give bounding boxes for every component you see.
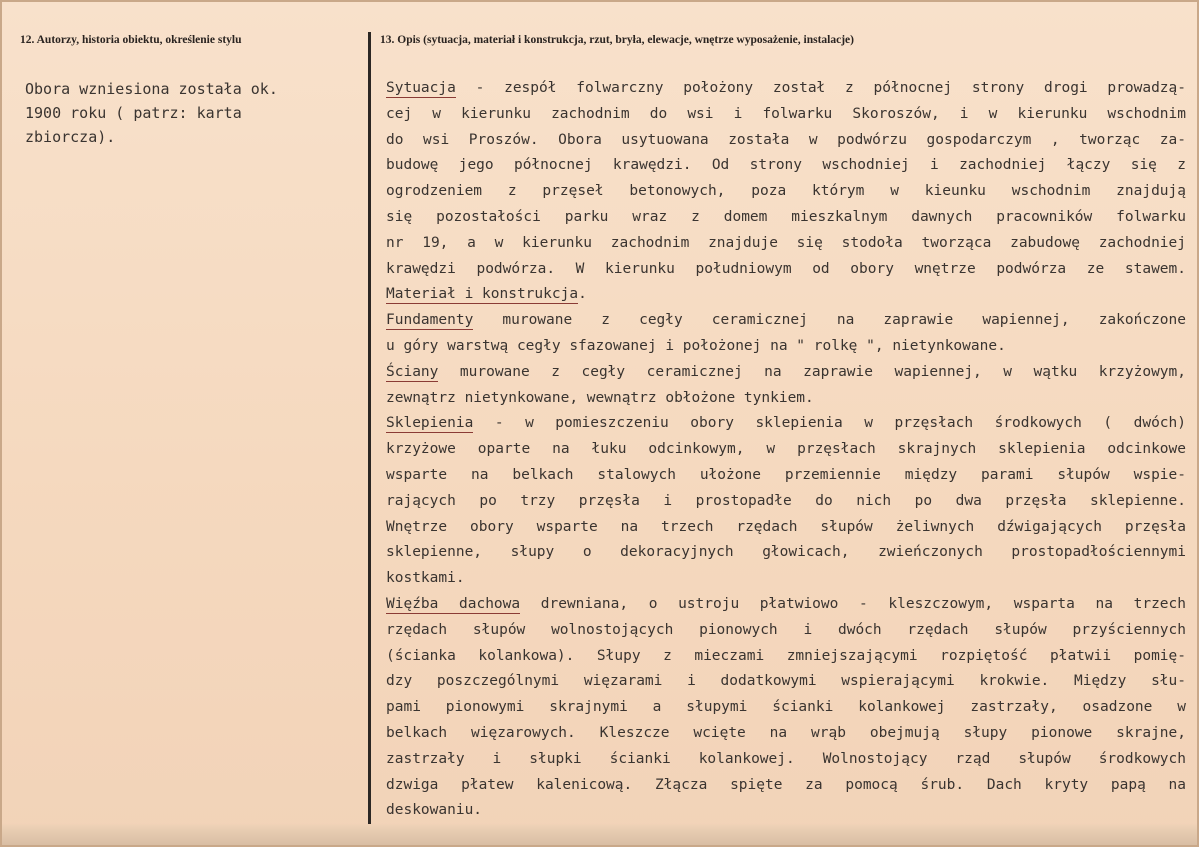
text-run: murowane z cegły ceramicznej na zaprawie wapiennej, zakończone [502,312,1186,329]
text-line: się pozostałości parku wraz z domem mieszkalnym dawnych pracowników folwarku [386,208,1186,225]
text-line [386,592,1186,618]
text-line: krawędzi podwórza. W kierunku południowym od obory wnętrze podwórza ze stawem. [386,260,1186,277]
text-line: do wsi Proszów. Obora usytuowana została w podwórzu gospodarczym , tworząc za- [386,131,1186,148]
text-line: zastrzały i słupki ścianki kolankowej. Wolnostojący rząd słupów środkowych [386,750,1186,767]
text-line: Wnętrze obory wsparte na trzech rzędach słupów żeliwnych dźwigających przęsła [386,518,1186,535]
text-line: cej w kierunku zachodnim do wsi i folwarku Skoroszów, i w kierunku wschodnim [386,105,1186,122]
text-line: pami pionowymi skrajnymi a słupymi ścianki kolankowej zastrzały, osadzone w [386,699,1186,716]
text-line: zewnątrz nietynkowane, wewnątrz obłożone tynkiem. [386,389,814,406]
section-heading-sklepienia: Sklepienia [386,415,474,432]
field-12-content [25,77,278,149]
text-line: 1900 roku ( patrz: karta [25,104,242,122]
text-line [386,282,1186,308]
text-line: (ścianka kolankowa). Słupy z mieczami zmniejszającymi rozpiętość płatwii pomię- [386,647,1186,664]
text-run: . [578,286,587,303]
text-line: budowę jego północnej krawędzi. Od strony wschodniej i zachodniej łączy się z [386,157,1186,174]
text-line: Obora wzniesiona została ok. [25,80,278,98]
text-line: zbiorcza). [25,128,116,146]
text-line: belkach więzarowych. Kleszcze wcięte na wrąb obejmują słupy pionowe skrajne, [386,724,1186,741]
section-heading-wiezba: Więźba dachowa [386,595,521,612]
text-run: murowane z cegły ceramicznej na zaprawie wapiennej, w wątku krzyżowym, [459,363,1186,380]
text-line [386,76,1186,102]
field-13-content [386,76,1186,824]
text-line: dzwiga płatew kalenicową. Złącza spięte za pomocą śrub. Dach kryty papą na [386,776,1186,793]
section-heading-sytuacja: Sytuacja [386,80,456,96]
text-line: sklepienne, słupy o dekoracyjnych głowicach, zwieńczonych prostopadłościennymi [386,544,1186,561]
text-line [386,360,1186,386]
text-run: drewniana, o ustroju płatwiowo - kleszczowym, wsparta na trzech [540,595,1186,612]
text-line: deskowaniu. [386,802,483,819]
text-line: rających po trzy przęsła i prostopadłe do nich po dwa przęsła sklepienne. [386,492,1186,509]
column-divider [368,32,371,824]
text-line: ogrodzeniem z przęseł betonowych, poza którym w kieunku wschodnim znajdują [386,183,1186,200]
text-line: krzyżowe oparte na łuku odcinkowym, w przęsłach skrajnych sklepienia odcinkowe [386,441,1186,458]
field-13-label: 13. Opis (sytuacja, materiał i konstrukcja, rzut, bryła, elewacje, wnętrze wyposażenie, instalacje) [380,34,854,46]
text-line: nr 19, a w kierunku zachodnim znajduje się stodoła tworząca zabudowę zachodniej [386,234,1186,251]
section-heading-sciany: Ściany [386,363,439,380]
text-line: wsparte na belkach stalowych ułożone przemiennie między parami słupów wspie- [386,466,1186,483]
card-bottom-edge [2,823,1197,845]
text-line [386,411,1186,437]
text-run: - w pomieszczeniu obory sklepienia w przęsłach środkowych ( dwóch) [494,415,1186,432]
section-heading-fundamenty: Fundamenty [386,312,474,329]
text-line: kostkami. [386,570,465,587]
text-line: rzędach słupów wolnostojących pionowych i dwóch rzędach słupów przyściennych [386,621,1186,638]
section-heading-material: Materiał i konstrukcja [386,286,579,303]
text-run: - zespół folwarczny położony został z północnej strony drogi prowadzą- [475,80,1186,96]
text-line: dzy poszczególnymi więzarami i dodatkowymi wspierającymi krokwie. Między słu- [386,673,1186,690]
text-line: u góry warstwą cegły sfazowanej i położonej na " rolkę ", nietynkowane. [386,337,1006,354]
field-12-label: 12. Autorzy, historia obiektu, określenie stylu [20,34,242,46]
text-line [386,308,1186,334]
